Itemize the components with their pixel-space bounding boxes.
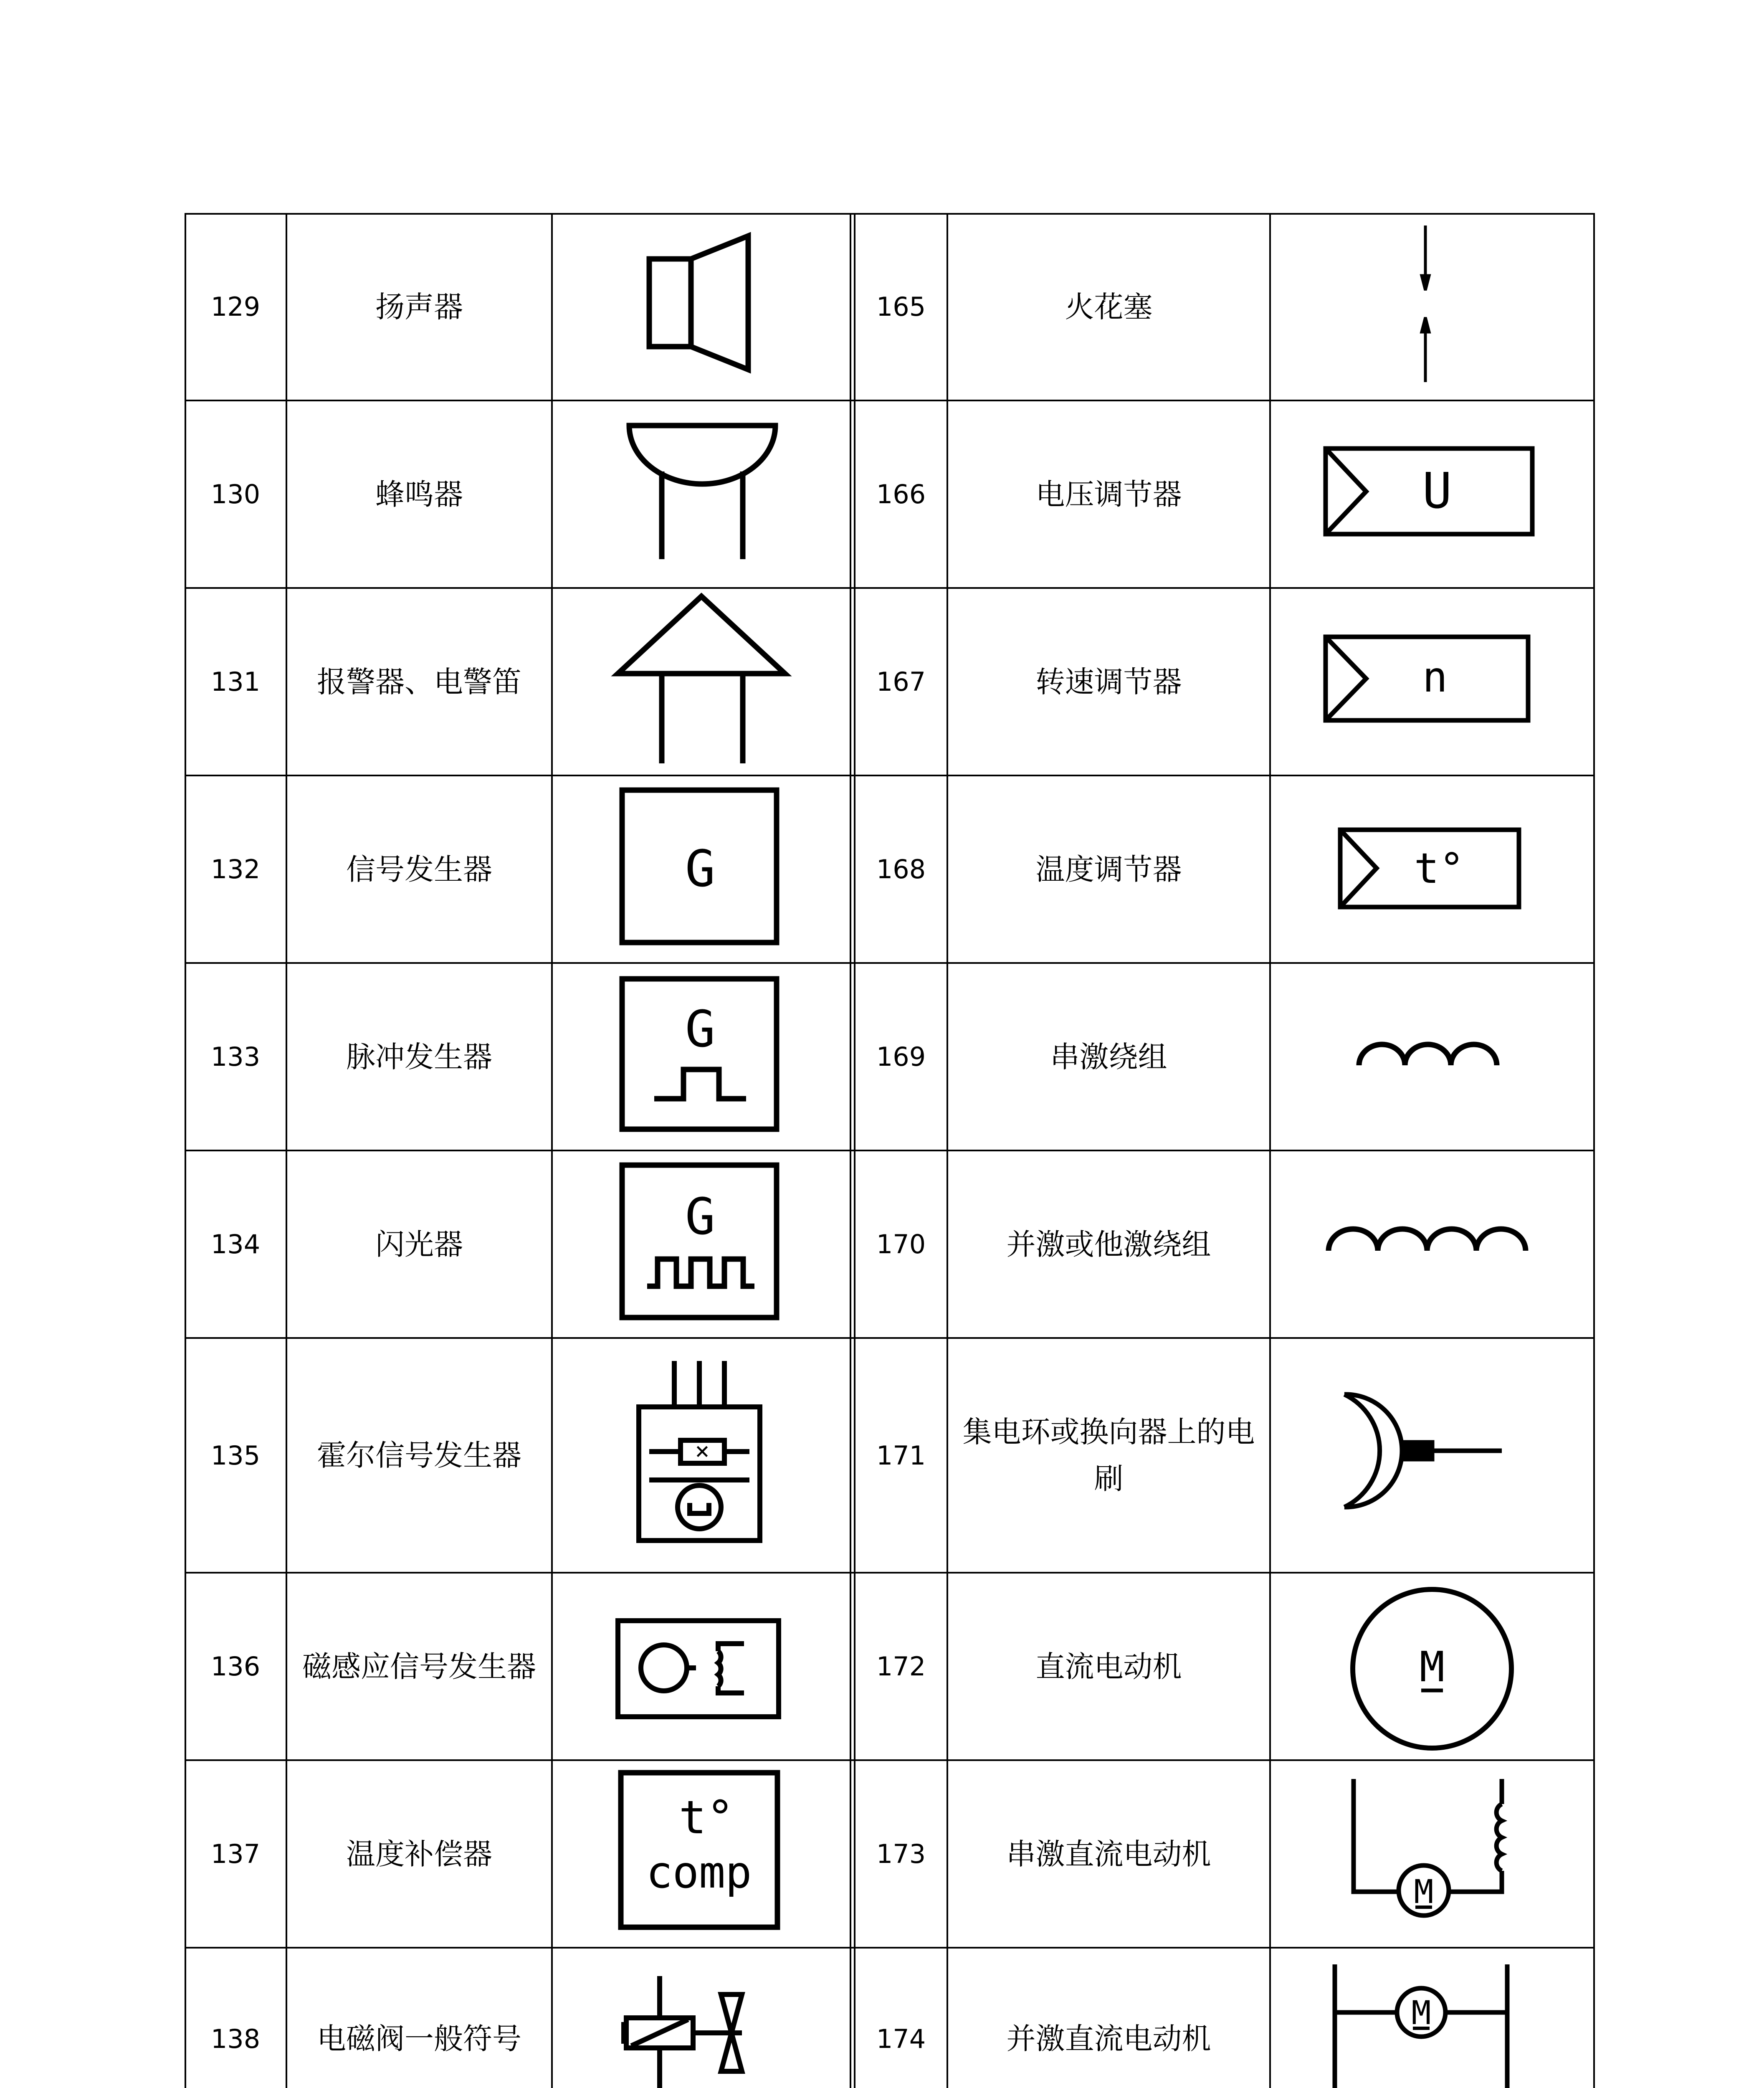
item-number: 129 (210, 291, 261, 322)
item-name: 火花塞 (1065, 289, 1153, 324)
temperature-regulator-icon (1270, 775, 1595, 963)
item-number: 130 (210, 479, 261, 509)
item-number: 167 (876, 666, 926, 697)
symbol-letter: M (1419, 1642, 1445, 1691)
item-name: 集电环或换向器上的电刷 (962, 1415, 1255, 1496)
item-name: 扬声器 (375, 289, 463, 324)
signal-generator-icon (552, 775, 850, 963)
item-name: 报警器、电警笛 (317, 664, 521, 699)
symbol-table (185, 213, 1595, 2088)
symbol-letter: M (1411, 1994, 1431, 2032)
symbol-text: comp (646, 1847, 752, 1898)
buzzer-icon (552, 400, 850, 588)
brush-on-slip-ring-icon (1270, 1338, 1595, 1573)
spark-plug-icon (1270, 213, 1595, 400)
pulse-generator-icon (552, 963, 850, 1150)
item-name: 并激或他激绕组 (1006, 1227, 1211, 1262)
hall-signal-generator-icon (552, 1338, 850, 1573)
item-name: 脉冲发生器 (346, 1039, 492, 1074)
item-name: 电压调节器 (1035, 477, 1182, 512)
dc-motor-icon (1270, 1573, 1595, 1760)
item-name: 霍尔信号发生器 (317, 1438, 521, 1472)
item-name: 磁感应信号发生器 (302, 1649, 536, 1684)
symbol-letter: × (695, 1437, 710, 1465)
item-number: 134 (210, 1229, 261, 1259)
symbol-letter: G (685, 1188, 716, 1246)
series-dc-motor-icon (1270, 1760, 1595, 1948)
item-name: 转速调节器 (1035, 664, 1182, 699)
loudspeaker-icon (552, 213, 850, 400)
item-number: 135 (210, 1440, 261, 1471)
item-number: 172 (876, 1651, 926, 1682)
item-number: 138 (210, 2023, 261, 2054)
item-name: 电磁阀一般符号 (317, 2022, 521, 2056)
speed-regulator-icon (1270, 588, 1595, 775)
item-name: 闪光器 (375, 1227, 463, 1262)
item-number: 166 (876, 479, 926, 509)
item-name: 并激直流电动机 (1006, 2022, 1211, 2056)
symbol-letter: M (1414, 1873, 1434, 1911)
item-number: 168 (876, 854, 926, 884)
temperature-compensator-icon (552, 1760, 850, 1948)
item-number: 174 (876, 2023, 926, 2054)
shunt-dc-motor-icon (1270, 1948, 1595, 2088)
solenoid-valve-icon (552, 1948, 850, 2088)
symbol-letter: G (685, 1001, 716, 1059)
item-name: 串激直流电动机 (1006, 1837, 1211, 1871)
series-winding-icon (1270, 963, 1595, 1150)
symbol-letter: G (685, 840, 716, 898)
symbol-letter: U (1422, 462, 1452, 519)
item-number: 137 (210, 1839, 261, 1869)
item-number: 132 (210, 854, 261, 884)
item-name: 直流电动机 (1035, 1649, 1182, 1684)
item-number: 131 (210, 666, 261, 697)
symbol-letter: t° (1414, 844, 1465, 893)
item-number: 170 (876, 1229, 926, 1259)
item-name: 串激绕组 (1050, 1039, 1167, 1074)
item-name: 信号发生器 (346, 852, 492, 887)
shunt-winding-icon (1270, 1150, 1595, 1338)
item-number: 169 (876, 1041, 926, 1072)
item-name: 蜂鸣器 (375, 477, 463, 512)
flasher-icon (552, 1150, 850, 1338)
alarm-siren-icon (552, 588, 850, 775)
voltage-regulator-icon (1270, 400, 1595, 588)
item-number: 136 (210, 1651, 261, 1682)
item-number: 171 (876, 1440, 926, 1471)
item-name: 温度调节器 (1035, 852, 1182, 887)
symbol-letter: n (1422, 653, 1448, 702)
symbol-letter: t° (678, 1791, 734, 1844)
item-number: 165 (876, 291, 926, 322)
item-number: 173 (876, 1839, 926, 1869)
magnetic-induction-generator-icon (552, 1573, 850, 1760)
item-number: 133 (210, 1041, 261, 1072)
item-name: 温度补偿器 (346, 1837, 492, 1871)
